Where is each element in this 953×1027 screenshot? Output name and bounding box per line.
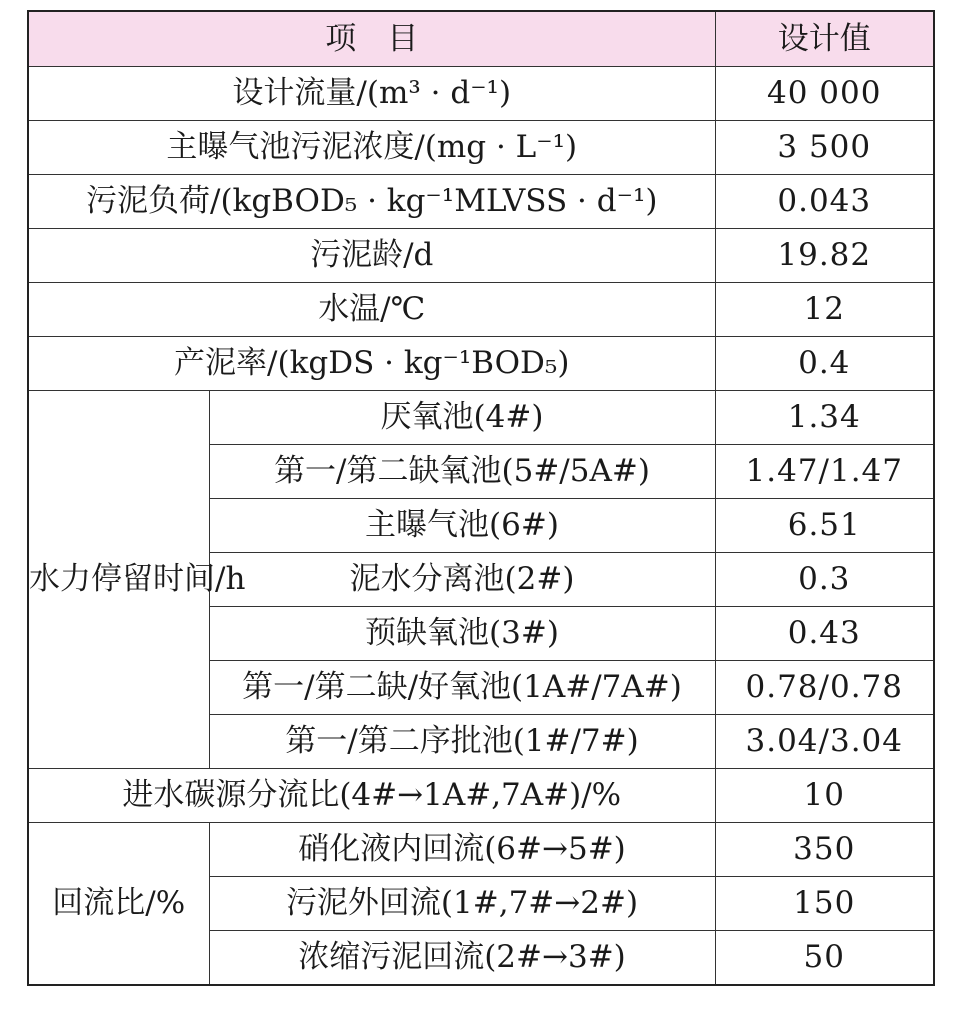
- sub-item-label: 第一/第二缺/好氧池(1A#/7A#): [209, 661, 715, 715]
- header-item: 项 目: [28, 11, 715, 67]
- sub-item-label: 浓缩污泥回流(2#→3#): [209, 931, 715, 986]
- row-label: 进水碳源分流比(4#→1A#,7A#)/%: [28, 769, 715, 823]
- sub-item-label: 第一/第二序批池(1#/7#): [209, 715, 715, 769]
- sub-item-label: 预缺氧池(3#): [209, 607, 715, 661]
- row-label: 污泥负荷/(kgBOD₅ · kg⁻¹MLVSS · d⁻¹): [28, 175, 715, 229]
- row-value: 10: [715, 769, 934, 823]
- row-value: 12: [715, 283, 934, 337]
- row-label: 设计流量/(m³ · d⁻¹): [28, 67, 715, 121]
- table-row: [28, 121, 934, 175]
- row-value: 0.4: [715, 337, 934, 391]
- sub-item-value: 3.04/3.04: [715, 715, 934, 769]
- row-label: 产泥率/(kgDS · kg⁻¹BOD₅): [28, 337, 715, 391]
- row-label: 主曝气池污泥浓度/(mg · L⁻¹): [28, 121, 715, 175]
- table-row: [28, 769, 934, 823]
- group-label-hrt: 水力停留时间/h: [28, 391, 209, 769]
- row-label: 污泥龄/d: [28, 229, 715, 283]
- sub-item-label: 硝化液内回流(6#→5#): [209, 823, 715, 877]
- sub-item-value: 1.47/1.47: [715, 445, 934, 499]
- row-value: 3 500: [715, 121, 934, 175]
- sub-item-label: 泥水分离池(2#): [209, 553, 715, 607]
- sub-item-label: 第一/第二缺氧池(5#/5A#): [209, 445, 715, 499]
- design-parameters-table: [27, 10, 935, 986]
- table-row: [28, 391, 934, 445]
- table-row: [28, 823, 934, 877]
- sub-item-value: 350: [715, 823, 934, 877]
- sub-item-value: 1.34: [715, 391, 934, 445]
- sub-item-value: 150: [715, 877, 934, 931]
- table-row: [28, 283, 934, 337]
- group-label-reflux: 回流比/%: [28, 823, 209, 986]
- table-row: [28, 337, 934, 391]
- row-label: 水温/℃: [28, 283, 715, 337]
- sub-item-value: 0.43: [715, 607, 934, 661]
- table-header-row: [28, 11, 934, 67]
- sub-item-label: 主曝气池(6#): [209, 499, 715, 553]
- sub-item-label: 污泥外回流(1#,7#→2#): [209, 877, 715, 931]
- row-value: 19.82: [715, 229, 934, 283]
- table-row: [28, 67, 934, 121]
- sub-item-value: 50: [715, 931, 934, 986]
- row-value: 40 000: [715, 67, 934, 121]
- header-value: 设计值: [715, 11, 934, 67]
- sub-item-value: 0.3: [715, 553, 934, 607]
- sub-item-value: 0.78/0.78: [715, 661, 934, 715]
- sub-item-value: 6.51: [715, 499, 934, 553]
- table-row: [28, 229, 934, 283]
- row-value: 0.043: [715, 175, 934, 229]
- table-row: [28, 175, 934, 229]
- sub-item-label: 厌氧池(4#): [209, 391, 715, 445]
